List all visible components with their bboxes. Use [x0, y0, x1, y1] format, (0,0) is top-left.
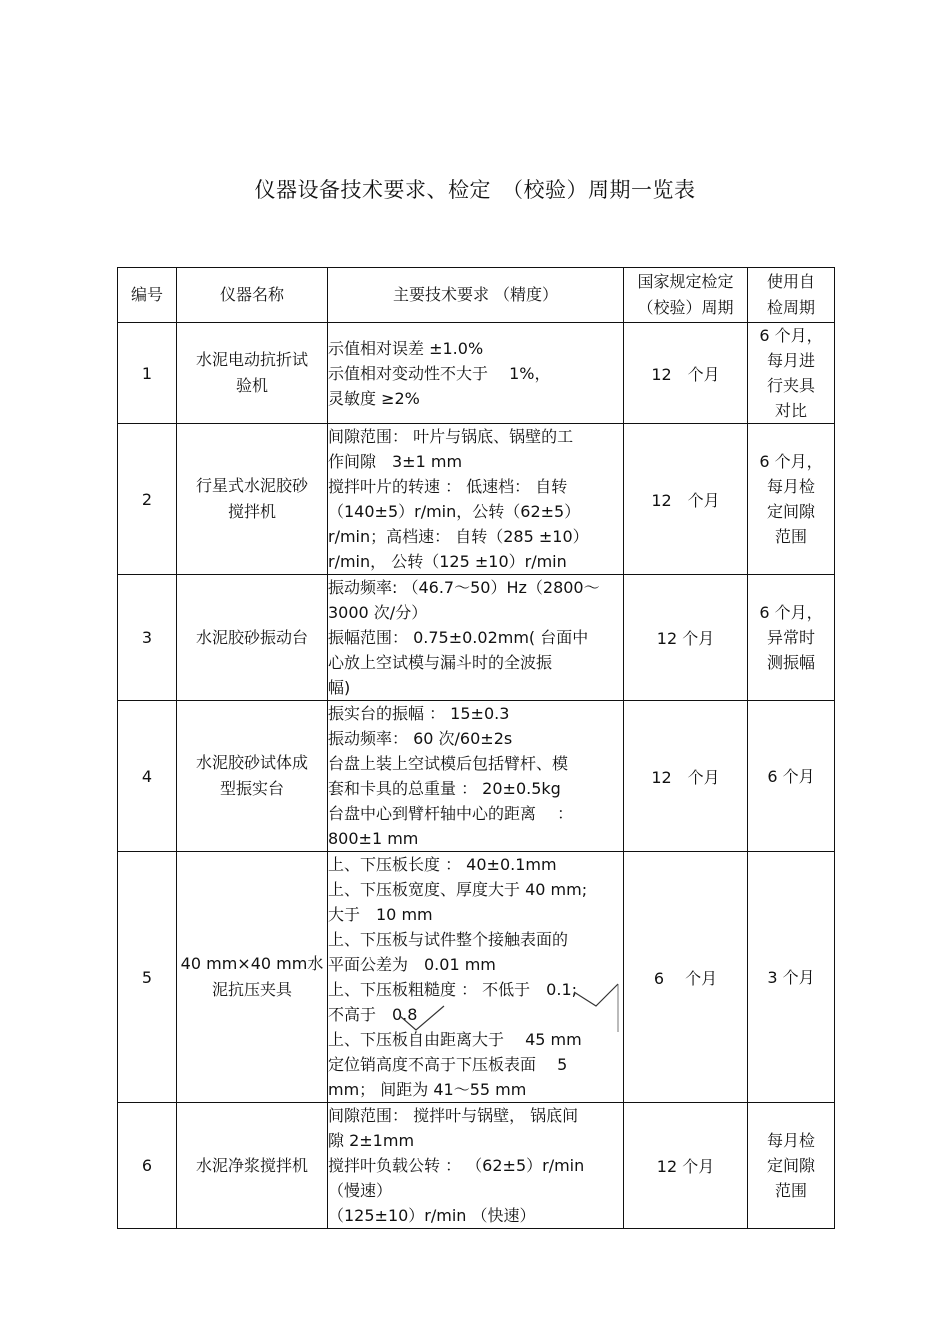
- self-line: 6 个月: [767, 766, 815, 786]
- row-instrument-name: [177, 1103, 328, 1229]
- header-self: [748, 268, 835, 323]
- name-line: 搅拌机: [227, 502, 276, 521]
- table-row: [118, 575, 835, 701]
- self-line: 6 个月，: [759, 452, 823, 471]
- self-line: 测振幅: [766, 653, 815, 672]
- checkmark-icon: [570, 978, 622, 1034]
- req-line: 平面公差为 0.01 mm: [328, 955, 496, 974]
- req-line: 上、下压板自由距离大于 45 mm: [328, 1030, 582, 1049]
- row-num: 2: [118, 424, 177, 575]
- row-num: 5: [118, 852, 177, 1103]
- req-line: 隙 2±1mm: [328, 1131, 415, 1150]
- req-line: 心放上空试模与漏斗时的全波振: [328, 653, 553, 672]
- table-row: [118, 323, 835, 424]
- row-requirements: [328, 852, 624, 1103]
- checkmark-icon: [398, 1004, 448, 1032]
- req-line: 不高于 0.8: [328, 1005, 418, 1024]
- req-line: 上、下压板粗糙度 ： 不低于 0.1;: [328, 980, 578, 999]
- row-num: 6: [118, 1103, 177, 1229]
- req-line: 套和卡具的总重量 ： 20±0.5kg: [328, 779, 561, 798]
- self-line: 6 个月，: [759, 326, 823, 345]
- spec-table: [117, 267, 835, 1229]
- req-line: 振实台的振幅 ： 15±0.3: [328, 704, 510, 723]
- header-name: 仪器名称: [177, 268, 328, 323]
- row-self-check: [748, 424, 835, 575]
- self-line: 3 个月: [767, 967, 815, 987]
- row-national-period: 12 个月: [624, 701, 748, 852]
- req-line: 示值相对变动性不大于 1%，: [328, 363, 551, 383]
- header-period-line: 国家规定检定: [637, 272, 734, 291]
- row-national-period: 12 个月: [624, 575, 748, 701]
- req-line: 定位销高度不高于下压板表面 5: [328, 1055, 568, 1074]
- row-self-check: [748, 701, 835, 852]
- row-num: 3: [118, 575, 177, 701]
- row-instrument-name: [177, 424, 328, 575]
- self-line: 范围: [774, 527, 807, 546]
- row-national-period: 12 个月: [624, 1103, 748, 1229]
- name-line: 泥抗压夹具: [211, 980, 292, 999]
- row-requirements: [328, 701, 624, 852]
- req-line: 振动频率： 60 次/60±2s: [328, 729, 513, 748]
- self-line: 6 个月，: [759, 603, 823, 622]
- req-line: 示值相对误差 ±1.0%: [328, 338, 484, 358]
- req-line: 3000 次/分）: [328, 603, 428, 622]
- name-line: 水泥电动抗折试: [195, 350, 308, 369]
- table-row: [118, 852, 835, 1103]
- req-line: 间隙范围： 叶片与锅底、锅壁的工: [328, 427, 574, 446]
- row-requirements: [328, 323, 624, 424]
- header-period-line: （校验）周期: [637, 298, 734, 317]
- page-title: 仪器设备技术要求、检定 （校验）周期一览表: [254, 178, 696, 202]
- req-line: r/min；高档速： 自转（285 ±10）: [328, 527, 589, 546]
- req-line: 上、下压板与试件整个接触表面的: [328, 930, 569, 949]
- row-national-period: 12 个月: [624, 323, 748, 424]
- row-self-check: [748, 575, 835, 701]
- row-num: 1: [118, 323, 177, 424]
- req-line: 振动频率: （46.7～50）Hz（2800～: [328, 578, 600, 597]
- row-requirements: [328, 424, 624, 575]
- row-instrument-name: [177, 323, 328, 424]
- row-requirements: [328, 1103, 624, 1229]
- name-line: 40 mm×40 mm水: [180, 954, 324, 973]
- self-line: 每月检: [766, 1131, 815, 1150]
- req-line: （125±10）r/min （快速）: [328, 1206, 536, 1225]
- req-line: 大于 10 mm: [328, 905, 433, 924]
- header-self-line: 使用自: [766, 272, 815, 291]
- header-self-line: 检周期: [766, 298, 815, 317]
- header-req: 主要技术要求 （精度）: [328, 268, 624, 323]
- req-line: 振幅范围： 0.75±0.02mm( 台面中: [328, 628, 589, 647]
- req-line: 台盘上装上空试模后包括臂杆、模: [328, 754, 569, 773]
- name-line: 水泥胶砂振动台: [195, 627, 308, 647]
- row-instrument-name: [177, 852, 328, 1103]
- self-line: 异常时: [766, 628, 815, 647]
- table-row: [118, 1103, 835, 1229]
- self-line: 行夹具: [766, 376, 815, 395]
- header-num: 编号: [118, 268, 177, 323]
- self-line: 范围: [774, 1181, 807, 1200]
- row-instrument-name: [177, 575, 328, 701]
- req-line: （慢速）: [328, 1181, 393, 1200]
- name-line: 水泥胶砂试体成: [195, 753, 308, 772]
- row-national-period: 12 个月: [624, 424, 748, 575]
- name-line: 验机: [235, 376, 268, 395]
- req-line: 800±1 mm: [328, 829, 419, 848]
- header-row: [118, 268, 835, 323]
- req-line: 上、下压板宽度、厚度大于 40 mm;: [328, 880, 588, 899]
- self-line: 每月检: [766, 477, 815, 496]
- row-self-check: [748, 1103, 835, 1229]
- table-row: [118, 701, 835, 852]
- req-line: 灵敏度 ≥2%: [328, 388, 420, 408]
- req-line: （140±5）r/min，公转（62±5）: [328, 502, 581, 521]
- req-line: 幅): [328, 678, 351, 697]
- row-requirements: [328, 575, 624, 701]
- name-line: 水泥净浆搅拌机: [195, 1155, 308, 1175]
- self-line: 每月进: [766, 351, 815, 370]
- req-line: 作间隙 3±1 mm: [328, 452, 463, 471]
- row-self-check: [748, 852, 835, 1103]
- req-line: 上、下压板长度 ： 40±0.1mm: [328, 855, 557, 874]
- req-line: mm； 间距为 41～55 mm: [328, 1080, 527, 1099]
- self-line: 定间隙: [766, 1156, 815, 1175]
- name-line: 行星式水泥胶砂: [195, 476, 308, 495]
- row-national-period: 6 个月: [624, 852, 748, 1103]
- name-line: 型振实台: [219, 779, 284, 798]
- req-line: 搅拌叶片的转速 ： 低速档： 自转: [328, 477, 568, 496]
- req-line: 间隙范围： 搅拌叶与锅壁， 锅底间: [328, 1106, 579, 1125]
- req-line: r/min， 公转（125 ±10）r/min: [328, 552, 567, 571]
- table-row: [118, 424, 835, 575]
- row-num: 4: [118, 701, 177, 852]
- req-line: 搅拌叶负载公转 ： （62±5）r/min: [328, 1156, 585, 1175]
- row-self-check: [748, 323, 835, 424]
- row-instrument-name: [177, 701, 328, 852]
- self-line: 对比: [774, 401, 807, 420]
- header-period: [624, 268, 748, 323]
- self-line: 定间隙: [766, 502, 815, 521]
- req-line: 台盘中心到臂杆轴中心的距离 ：: [328, 804, 574, 823]
